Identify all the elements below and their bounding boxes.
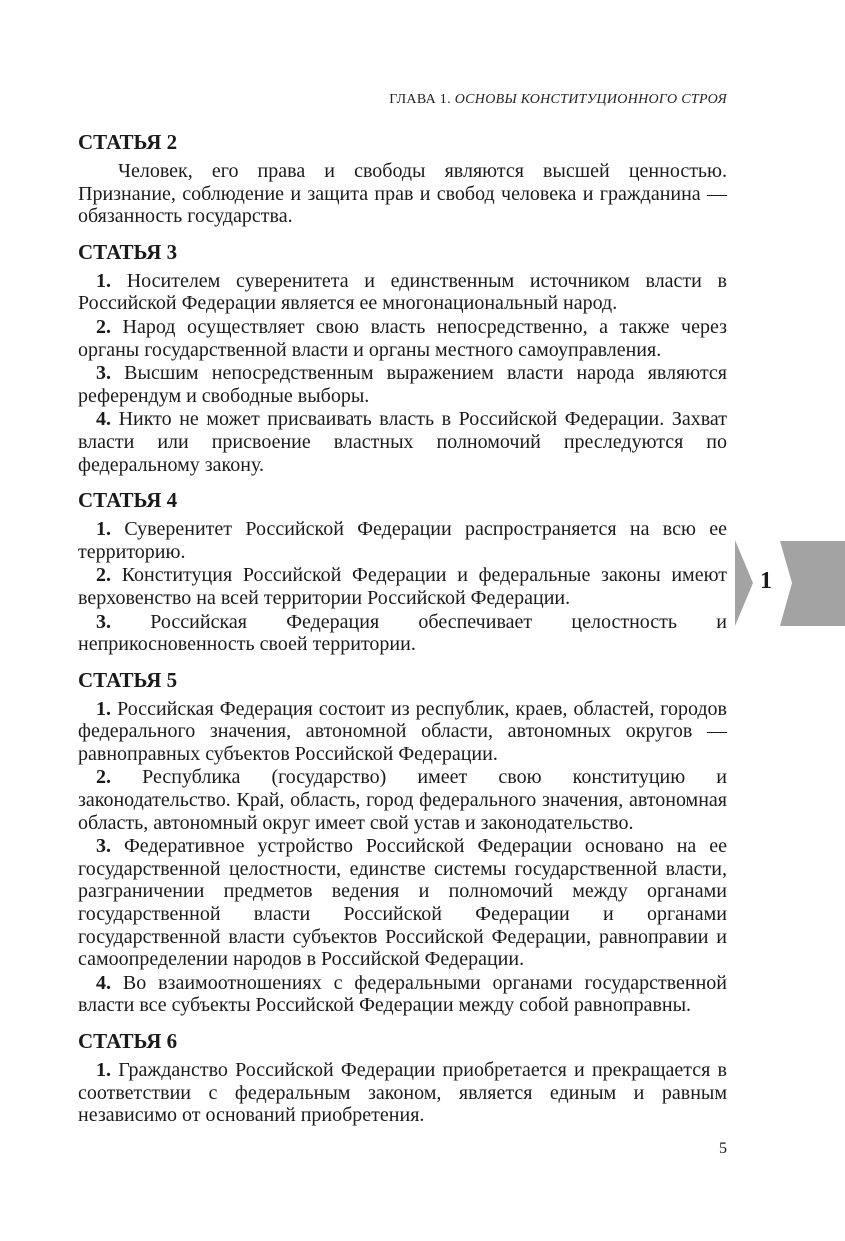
article-title: СТАТЬЯ 2 xyxy=(78,130,178,154)
article-5 xyxy=(78,666,727,1017)
paragraph-number: 1. xyxy=(96,518,111,541)
paragraph-number: 2. xyxy=(96,564,111,587)
paragraph-number: 3. xyxy=(96,362,111,385)
article-title: СТАТЬЯ 5 xyxy=(78,667,178,692)
paragraph xyxy=(78,698,727,766)
chapter-tab-arrow-shape xyxy=(735,540,753,626)
chapter-title: ОСНОВЫ КОНСТИТУЦИОННОГО СТРОЯ xyxy=(454,92,727,107)
paragraph-text: Народ осуществляет свою власть непосредственно, а также через органы государственной власти и органы местного самоуправления. xyxy=(78,315,727,361)
paragraph xyxy=(78,835,727,971)
paragraph xyxy=(78,518,727,563)
paragraph-text: Никто не может присваивать власть в Российской Федерации. Захват власти или присвоение властных полномочий преследуются по федеральному закону. xyxy=(78,408,728,476)
paragraph-text: Российская Федерация состоит из республик, краев, областей, городов федерального значения, автономной области, автономных округов — равноправных субъектов Российской Федерации. xyxy=(78,697,727,765)
paragraph-text: Российская Федерация обеспечивает целостность и неприкосновенность своей территории. xyxy=(78,610,727,656)
paragraph xyxy=(78,1059,727,1127)
article-2 xyxy=(78,128,727,228)
paragraph-text: Гражданство Российской Федерации приобретается и прекращается в соответствии с федеральным законом, является единым и равным независимо от оснований приобретения. xyxy=(78,1059,727,1127)
paragraph-text: Федеративное устройство Российской Федерации основано на ее государственной целостности, единстве системы государственной власти, разграничении предметов ведения и полномочий между органами государственной власти Российской Федерации и органами государственной власти субъектов Российской Федерации, равноправии и самоопределении народов в Российской Федерации. xyxy=(78,835,727,971)
paragraph xyxy=(78,362,727,407)
paragraph-number: 1. xyxy=(96,269,111,292)
paragraph-number: 2. xyxy=(96,766,111,789)
paragraph-text: Конституция Российской Федерации и федеральные законы имеют верховенство на всей территории Российской Федерации. xyxy=(78,564,727,609)
paragraph xyxy=(78,270,727,315)
paragraph-text: Суверенитет Российской Федерации распространяется на всю ее территорию. xyxy=(78,518,727,563)
chapter-tab xyxy=(780,541,845,626)
page-number: 5 xyxy=(719,1140,727,1157)
paragraph-text: Человек, его права и свободы являются высшей ценностью. Признание, соблюдение и защита прав и свобод человека и гражданина — обязанность государства. xyxy=(78,160,727,228)
paragraph-number: 4. xyxy=(96,408,111,431)
article-title: СТАТЬЯ 6 xyxy=(78,1029,178,1053)
paragraph-number: 3. xyxy=(96,835,111,858)
paragraph xyxy=(78,408,727,476)
paragraph-text: Высшим непосредственным выражением власти народа являются референдум и свободные выборы. xyxy=(78,362,728,407)
chapter-tab-shape xyxy=(780,541,845,626)
chapter-tab-arrow xyxy=(735,540,755,626)
running-header xyxy=(0,92,727,108)
article-title: СТАТЬЯ 3 xyxy=(78,239,178,264)
paragraph xyxy=(78,564,727,609)
paragraph xyxy=(78,766,727,834)
paragraph-text: Республика (государство) имеет свою конституцию и законодательство. Край, область, город федерального значения, автономная область, автономный округ имеет свой устав и законодательство. xyxy=(78,766,727,834)
paragraph xyxy=(78,316,727,361)
article-3 xyxy=(78,238,727,476)
paragraph-number: 1. xyxy=(96,1059,111,1081)
chapter-tab-number: 1 xyxy=(760,568,772,594)
paragraph-text: Носителем суверенитета и единственным источником власти в Российской Федерации является ее многонациональный народ. xyxy=(78,269,728,315)
paragraph xyxy=(78,611,727,656)
paragraph-number: 3. xyxy=(96,610,111,633)
chapter-label: ГЛАВА 1. xyxy=(389,92,451,107)
paragraph xyxy=(78,972,727,1017)
paragraph-number: 4. xyxy=(96,971,111,994)
paragraph-text: Во взаимоотношениях с федеральными органами государственной власти все субъекты Российской Федерации между собой равноправны. xyxy=(78,971,728,1017)
paragraph xyxy=(78,160,727,228)
article-6 xyxy=(78,1027,727,1127)
article-title: СТАТЬЯ 4 xyxy=(78,488,178,513)
paragraph-number: 2. xyxy=(96,315,111,338)
article-4 xyxy=(78,486,727,656)
paragraph-number: 1. xyxy=(96,697,111,720)
page-body xyxy=(78,128,727,1137)
